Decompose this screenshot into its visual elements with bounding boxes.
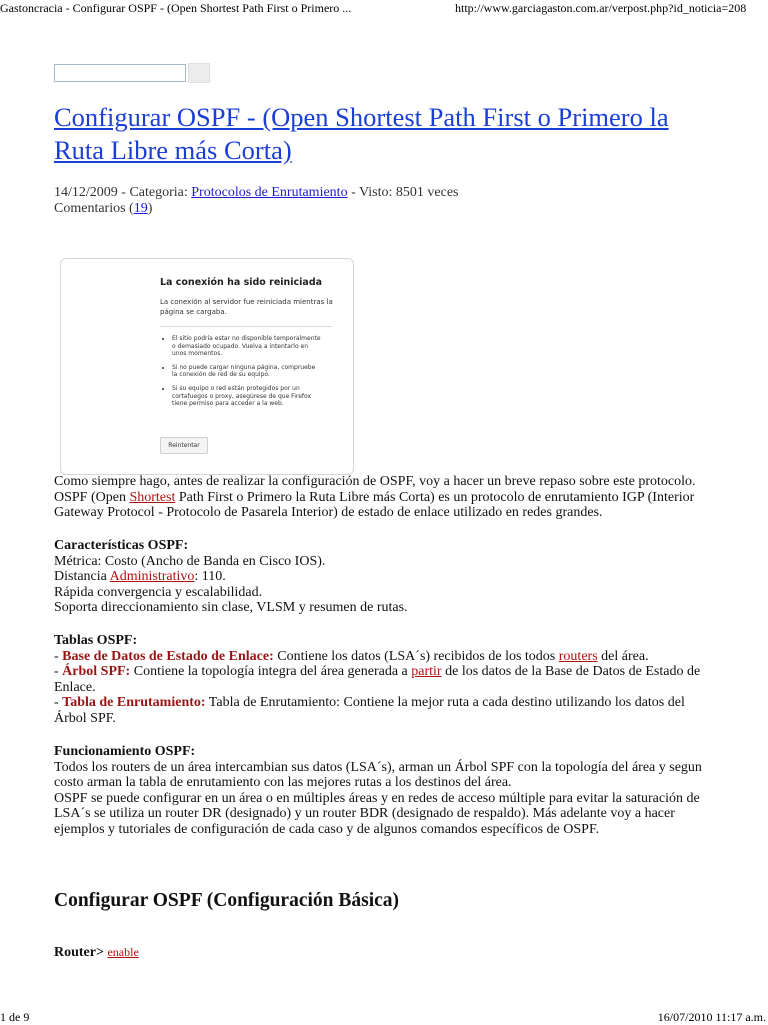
- error-suggestion: • Si su equipo o red están protegidos por un cortafuegos o proxy, asegúrese de que Firefox tiene permiso para acceder a la web.: [172, 385, 322, 408]
- operation-section: [54, 744, 714, 837]
- link-administrativo[interactable]: Administrativo: [109, 569, 195, 584]
- routing-table-text: Tabla de Enrutamiento: Contiene la mejor ruta a cada destino utilizando los datos del Árbol SPF.: [54, 695, 685, 726]
- distance-value: : 110.: [194, 569, 226, 584]
- link-routers[interactable]: routers: [558, 648, 598, 664]
- operation-paragraph-2: OSPF se puede configurar en un área o en múltiples áreas y en redes de acceso múltiple para evitar la saturación de LSA´s se utiliza un router DR (designado) y un router BDR (designado de respaldo). Más adelante voy a hacer ejemplos y tutoriales de configuración de cada caso y de algunos comandos específicos de OSPF.: [54, 790, 700, 837]
- convergence-line: Rápida convergencia y escalabilidad.: [54, 584, 263, 600]
- connection-reset-screenshot: [60, 258, 354, 475]
- lsdb-text-end: del área.: [597, 648, 649, 664]
- metric-line: Métrica: Costo (Ancho de Banda en Cisco IOS).: [54, 553, 326, 569]
- characteristics-heading: Características OSPF:: [54, 538, 189, 553]
- lsdb-label: Base de Datos de Estado de Enlace:: [62, 648, 274, 664]
- router-command-line: [54, 945, 139, 961]
- page-number: 1 de 9: [0, 1010, 30, 1024]
- section-heading: Configurar OSPF (Configuración Básica): [54, 890, 400, 911]
- error-lead: La conexión al servidor fue reiniciada mientras la página se cargaba.: [160, 298, 333, 316]
- error-suggestion: • El sitio podría estar no disponible temporalmente o demasiado ocupado. Vuelva a intentarlo en unos momentos.: [172, 335, 322, 358]
- error-title: La conexión ha sido reiniciada: [160, 277, 323, 288]
- lsdb-text: Contiene los datos (LSA´s) recibidos de los todos: [273, 648, 559, 664]
- dash: -: [54, 648, 63, 664]
- intro-text-2: Path First o Primero la Ruta Libre más Corta) es un protocolo de enrutamiento IGP (Interior Gateway Protocol - Protocolo de Pasarela Interior) de estado de enlace utilizado en redes grandes.: [54, 489, 695, 520]
- spf-tree-label: Árbol SPF:: [62, 664, 131, 679]
- article-title[interactable]: Configurar OSPF - (Open Shortest Path First o Primero la Ruta Libre más Corta): [54, 102, 669, 165]
- category-link[interactable]: Protocolos de Enrutamiento: [191, 185, 348, 200]
- error-divider: [160, 326, 332, 327]
- comments-label: Comentarios: [54, 201, 126, 216]
- search-button[interactable]: [188, 63, 210, 83]
- print-timestamp: 16/07/2010 11:17 a.m.: [657, 1010, 766, 1024]
- link-enable[interactable]: enable: [107, 945, 139, 959]
- tables-section: [54, 633, 714, 726]
- error-suggestion: • Si no puede cargar ninguna página, compruebe la conexión de red de su equipo.: [172, 364, 322, 379]
- error-suggestions: [160, 335, 322, 414]
- operation-paragraph-1: Todos los routers de un área intercambian sus datos (LSA´s), arman un Árbol SPF con la topología del área y segun costo arman la tabla de enrutamiento con las mejores rutas a los destinos del área.: [54, 759, 702, 790]
- link-shortest[interactable]: Shortest: [129, 489, 176, 505]
- supports-line: Soporta direccionamiento sin clase, VLSM y resumen de rutas.: [54, 600, 408, 615]
- page-header-title: Gastoncracia - Configurar OSPF - (Open Shortest Path First o Primero ...: [0, 1, 352, 15]
- category-label: Categoria:: [129, 185, 188, 200]
- intro-text-1: Como siempre hago, antes de realizar la configuración de OSPF, voy a hacer un breve repaso sobre este protocolo. OSPF (Open: [54, 474, 696, 505]
- dash: -: [54, 695, 63, 710]
- operation-heading: Funcionamiento OSPF:: [54, 744, 196, 759]
- link-partir[interactable]: partir: [411, 664, 442, 679]
- tables-heading: Tablas OSPF:: [54, 633, 138, 648]
- intro-paragraph: [54, 474, 714, 521]
- view-count: Visto: 8501 veces: [359, 185, 459, 200]
- spf-tree-text-end: de los datos de la Base de Datos de Estado de Enlace.: [54, 664, 701, 695]
- search-input[interactable]: [54, 64, 186, 82]
- article-meta: 14/12/2009 - Categoria: Protocolos de Enrutamiento - Visto: 8501 veces Comentarios (19): [54, 185, 459, 216]
- dash: -: [54, 664, 63, 679]
- characteristics-section: [54, 538, 714, 616]
- spf-tree-text: Contiene la topología integra del área generada a: [130, 664, 412, 679]
- article-date: 14/12/2009: [54, 185, 118, 200]
- router-prompt: Router>: [54, 945, 104, 960]
- page-header-url: http://www.garciagaston.com.ar/verpost.php?id_noticia=208: [455, 1, 747, 15]
- comments-count-link[interactable]: 19: [133, 201, 148, 216]
- retry-button: Reintentar: [160, 437, 208, 454]
- routing-table-label: Tabla de Enrutamiento:: [62, 695, 206, 710]
- print-header: [0, 0, 768, 16]
- distance-text: Distancia: [54, 569, 110, 584]
